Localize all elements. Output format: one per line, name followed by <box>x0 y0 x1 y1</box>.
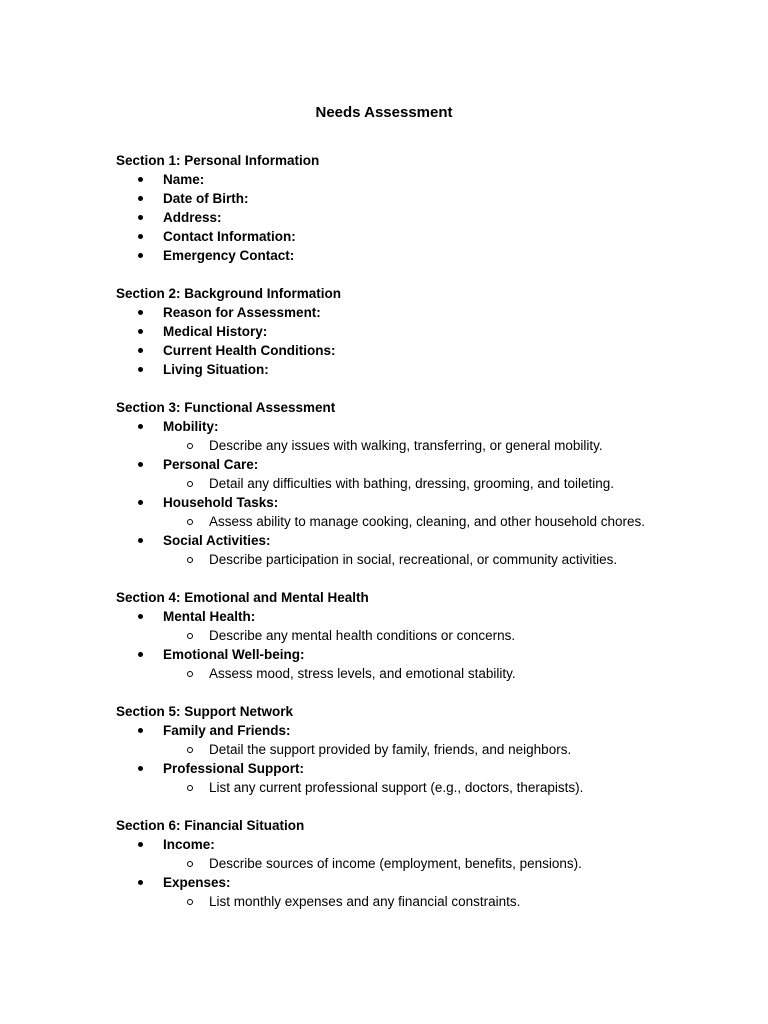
list-item <box>116 607 652 645</box>
section-item-list <box>116 170 652 265</box>
bullet-circle-icon <box>187 443 193 449</box>
sub-item-list <box>163 778 652 797</box>
section-item-list <box>116 303 652 379</box>
section-heading: Section 3: Functional Assessment <box>116 400 336 415</box>
sub-list-item <box>163 778 652 797</box>
item-label: Living Situation: <box>163 362 269 377</box>
item-label: Emergency Contact: <box>163 248 295 263</box>
item-label: Address: <box>163 210 222 225</box>
bullet-circle-icon <box>187 557 193 563</box>
bullet-dot-icon <box>138 842 143 847</box>
bullet-dot-icon <box>138 728 143 733</box>
sub-item-text: Describe participation in social, recreational, or community activities. <box>209 552 618 567</box>
section-heading: Section 4: Emotional and Mental Health <box>116 590 369 605</box>
sub-item-list <box>163 474 652 493</box>
list-item <box>116 322 652 341</box>
sub-item-text: Detail the support provided by family, friends, and neighbors. <box>209 742 572 757</box>
sub-item-text: Assess ability to manage cooking, cleaning, and other household chores. <box>209 514 646 529</box>
list-item <box>116 246 652 265</box>
bullet-dot-icon <box>138 234 143 239</box>
sub-item-list <box>163 436 652 455</box>
section-3 <box>116 398 652 569</box>
bullet-dot-icon <box>138 367 143 372</box>
item-label: Emotional Well-being: <box>163 647 305 662</box>
item-label: Contact Information: <box>163 229 296 244</box>
list-item <box>116 227 652 246</box>
sub-item-list <box>163 664 652 683</box>
section-heading: Section 5: Support Network <box>116 704 294 719</box>
sub-item-list <box>163 626 652 645</box>
bullet-circle-icon <box>187 785 193 791</box>
list-item <box>116 531 652 569</box>
bullet-circle-icon <box>187 861 193 867</box>
bullet-dot-icon <box>138 462 143 467</box>
sub-item-text: Detail any difficulties with bathing, dressing, grooming, and toileting. <box>209 476 614 491</box>
list-item <box>116 759 652 797</box>
list-item <box>116 417 652 455</box>
item-label: Medical History: <box>163 324 268 339</box>
section-4 <box>116 588 652 683</box>
section-5 <box>116 702 652 797</box>
bullet-circle-icon <box>187 633 193 639</box>
item-label: Personal Care: <box>163 457 259 472</box>
bullet-circle-icon <box>187 899 193 905</box>
item-label: Mobility: <box>163 419 219 434</box>
sub-list-item <box>163 550 652 569</box>
list-item <box>116 303 652 322</box>
sub-item-list <box>163 550 652 569</box>
item-label: Name: <box>163 172 205 187</box>
sub-list-item <box>163 740 652 759</box>
sub-item-text: Describe any mental health conditions or concerns. <box>209 628 516 643</box>
bullet-dot-icon <box>138 538 143 543</box>
sub-item-text: List any current professional support (e.g., doctors, therapists). <box>209 780 584 795</box>
section-heading: Section 6: Financial Situation <box>116 818 305 833</box>
section-item-list <box>116 835 652 911</box>
bullet-dot-icon <box>138 196 143 201</box>
item-label: Social Activities: <box>163 533 271 548</box>
bullet-dot-icon <box>138 215 143 220</box>
sub-list-item <box>163 436 652 455</box>
list-item <box>116 455 652 493</box>
sub-list-item <box>163 474 652 493</box>
sub-item-list <box>163 892 652 911</box>
section-item-list <box>116 607 652 683</box>
bullet-dot-icon <box>138 348 143 353</box>
list-item <box>116 493 652 531</box>
bullet-dot-icon <box>138 652 143 657</box>
bullet-circle-icon <box>187 747 193 753</box>
sub-list-item <box>163 854 652 873</box>
item-label: Household Tasks: <box>163 495 279 510</box>
bullet-dot-icon <box>138 424 143 429</box>
list-item <box>116 341 652 360</box>
sub-list-item <box>163 512 652 531</box>
document-title: Needs Assessment <box>315 104 453 121</box>
bullet-circle-icon <box>187 481 193 487</box>
sub-item-list <box>163 740 652 759</box>
section-6 <box>116 816 652 911</box>
sub-list-item <box>163 626 652 645</box>
list-item <box>116 645 652 683</box>
item-label: Current Health Conditions: <box>163 343 336 358</box>
sub-item-list <box>163 854 652 873</box>
item-label: Professional Support: <box>163 761 305 776</box>
bullet-dot-icon <box>138 880 143 885</box>
sub-item-list <box>163 512 652 531</box>
section-2 <box>116 284 652 379</box>
section-item-list <box>116 417 652 569</box>
bullet-dot-icon <box>138 614 143 619</box>
list-item <box>116 721 652 759</box>
list-item <box>116 873 652 911</box>
bullet-dot-icon <box>138 177 143 182</box>
section-heading: Section 1: Personal Information <box>116 153 320 168</box>
section-item-list <box>116 721 652 797</box>
list-item <box>116 360 652 379</box>
bullet-circle-icon <box>187 671 193 677</box>
list-item <box>116 189 652 208</box>
sub-list-item <box>163 664 652 683</box>
section-heading: Section 2: Background Information <box>116 286 342 301</box>
list-item <box>116 835 652 873</box>
sub-item-text: List monthly expenses and any financial constraints. <box>209 894 521 909</box>
sub-item-text: Describe sources of income (employment, benefits, pensions). <box>209 856 582 871</box>
bullet-circle-icon <box>187 519 193 525</box>
bullet-dot-icon <box>138 253 143 258</box>
list-item <box>116 170 652 189</box>
bullet-dot-icon <box>138 310 143 315</box>
item-label: Income: <box>163 837 215 852</box>
section-1 <box>116 151 652 265</box>
item-label: Mental Health: <box>163 609 256 624</box>
sub-list-item <box>163 892 652 911</box>
item-label: Family and Friends: <box>163 723 291 738</box>
item-label: Expenses: <box>163 875 231 890</box>
document-body <box>116 151 652 930</box>
bullet-dot-icon <box>138 766 143 771</box>
bullet-dot-icon <box>138 500 143 505</box>
sub-item-text: Describe any issues with walking, transferring, or general mobility. <box>209 438 603 453</box>
bullet-dot-icon <box>138 329 143 334</box>
item-label: Reason for Assessment: <box>163 305 321 320</box>
sub-item-text: Assess mood, stress levels, and emotional stability. <box>209 666 516 681</box>
list-item <box>116 208 652 227</box>
item-label: Date of Birth: <box>163 191 249 206</box>
